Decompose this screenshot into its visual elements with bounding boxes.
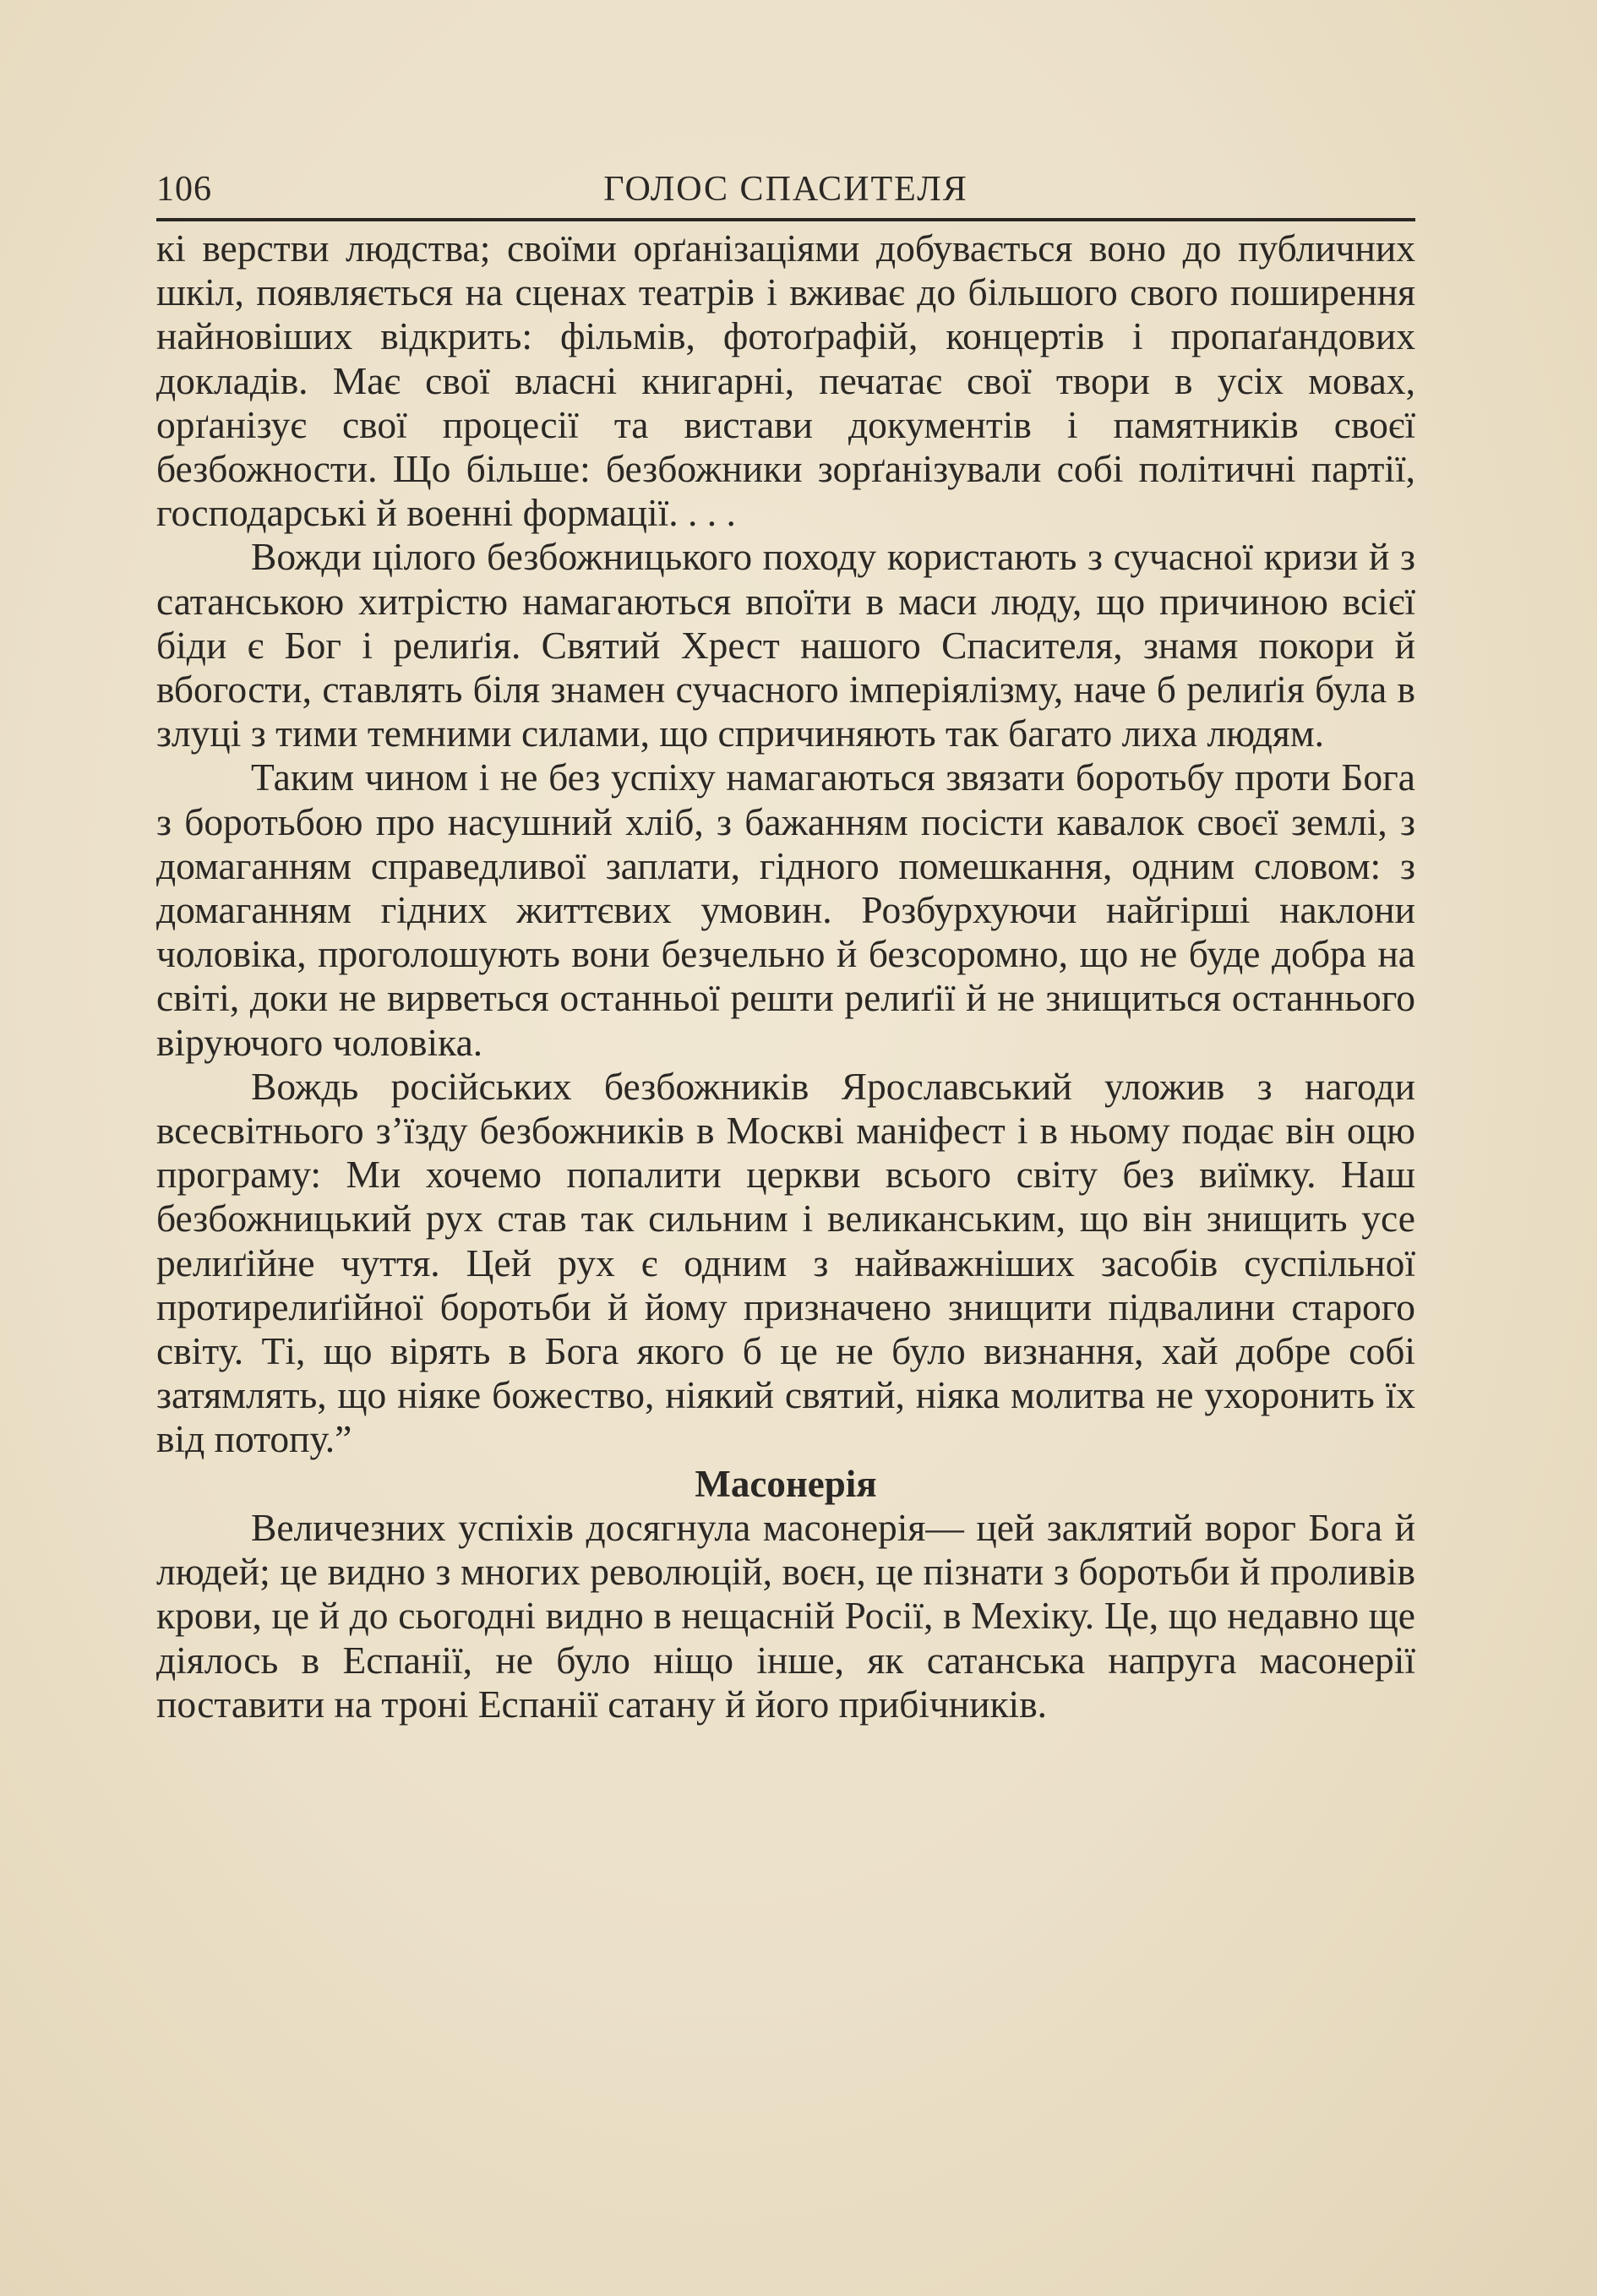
paragraph: Вождь російських безбожників Ярославський уложив з нагоди всесвітнього з’їзду безбожників в Москві маніфест і в ньому подає він оцю програму: Ми хочемо попалити церкви всього світу без виїмку. Наш безбожницький рух став так сильним і великанським, що він знищить усе релиґійне чуття. Цей рух є одним з найважніших засобів суспільної протирелиґійної боротьби й йому призначено знищити підвалини старого світу. Ті, що вірять в Бога якого б це не було визнання, хай добре собі затямлять, що ніяке божество, ніякий святий, ніяка молитва не ухоронить їх від потопу.” (156, 1064, 1415, 1461)
paragraph: Таким чином і не без успіху намагаються звязати боротьбу проти Бога з боротьбою про насушний хліб, з бажанням посісти кавалок своєї землі, з домаганням справедливої заплати, гідного помешкання, одним словом: з домаганням гідних життєвих умовин. Розбурхуючи найгірші наклони чоловіка, проголошують вони безчельно й безсоромно, що не буде добра на світі, доки не вирветься останньої решти релиґії й не знищиться останнього віруючого чоловіка. (156, 755, 1415, 1064)
header-rule (156, 218, 1415, 221)
paragraph: Вожди цілого безбожницького походу користають з сучасної кризи й з сатанською хитрістю намагаються впоїти в маси люду, що причиною всієї біди є Бог і релиґія. Святий Хрест нашого Спасителя, знамя покори й вбогости, ставлять біля знамен сучасного імперіялізму, наче б релиґія була в злуці з тими темними силами, що спричиняють так багато лиха людям. (156, 535, 1415, 755)
section-paragraph: Величезних успіхів досягнула масонерія— цей заклятий ворог Бога й людей; це видно з многих революцій, воєн, це пізнати з боротьби й проливів крови, це й до сьогодні видно в нещасній Росії, в Мехіку. Це, що недавно ще діялось в Еспанії, не було ніщо інше, як сатанська напруга масонерії поставити на троні Еспанії сатану й його прибічників. (156, 1505, 1415, 1726)
body-text (156, 226, 1415, 1726)
page-number: 106 (156, 170, 212, 209)
page-header (156, 161, 1415, 220)
book-page (156, 161, 1415, 1726)
paragraph-continued: кі верстви людства; своїми орґанізаціями добувається воно до публичних шкіл, появляється на сценах театрів і вживає до більшого свого поширення найновіших відкрить: фільмів, фотоґрафій, концертів і пропаґандових докладів. Має свої власні книгарні, печатає свої твори в усіх мовах, орґанізує свої процесії та вистави документів і памятників своєї безбожности. Що більше: безбожники зорґанізували собі політичні партії, господарські й военні формації. . . . (156, 226, 1415, 535)
running-title: ГОЛОС СПАСИТЕЛЯ (603, 170, 968, 209)
section-heading: Масонерія (695, 1462, 877, 1505)
